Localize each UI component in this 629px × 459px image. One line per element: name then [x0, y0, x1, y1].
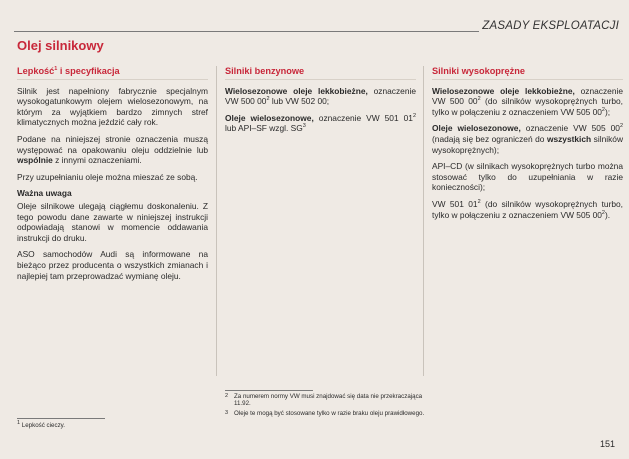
paragraph: Oleje silnikowe ulegają ciągłemu doskonaleniu. Z tego powodu dane zawarte w niniejszej instrukcji odpowiadają stanowi w momencie oddawania instrukcji do druku.	[17, 200, 208, 243]
column-viscosity	[17, 66, 208, 287]
paragraph: Silnik jest napełniony fabrycznie specjalnym wysokogatunkowym olejem wielosezonowym, na którym za wyjątkiem bardzo zimnych stref klimatycznych można jeździć cały rok.	[17, 85, 208, 128]
paragraph: Wielosezonowe oleje lekkobieżne, oznaczenie VW 500 $00^2$ (do silników wysokoprężnych turbo, tylko w połączeniu z oznaczeniem VW 505 $00^2$);	[432, 85, 624, 117]
viscosity-heading: Lepkość$^1$ i specyfikacja	[17, 66, 208, 80]
footnote	[225, 410, 430, 417]
important-note-heading: Ważna uwaga	[17, 188, 72, 199]
paragraph: Przy uzupełnianiu oleje można mieszać ze sobą.	[17, 171, 198, 182]
paragraph: Oleje wielosezonowe, oznaczenie VW 505 $00^2$ (nadają się bez ograniczeń do wszystkich silników wysokoprężnych);	[432, 123, 623, 155]
footnote	[225, 393, 430, 407]
footnote-text: Oleje te mogą być stosowane tylko w razie braku oleju prawidłowego.	[234, 410, 425, 418]
footnote-number: 2	[225, 393, 229, 399]
page-title: Olej silnikowy	[17, 38, 104, 53]
header-rule	[14, 31, 479, 32]
paragraph: VW 501 $01^2$ (do silników wysokoprężnych turbo, tylko w połączeniu z oznaczeniem VW 505 $00^2$).	[432, 198, 624, 220]
footnote-rule	[17, 418, 105, 419]
footnote-number: 1	[17, 419, 21, 426]
paragraph: Podane na niniejszej stronie oznaczenia muszą występować na opakowaniu oleju oddzielnie lub wspólnie z innymi oznaczeniami.	[17, 133, 208, 166]
column-divider	[423, 66, 424, 376]
paragraph: API–CD (w silnikach wysokoprężnych turbo można stosować tylko do uzupełniania w razie konieczności);	[432, 161, 623, 193]
paragraph: Wielosezonowe oleje lekkobieżne, oznaczenie VW 500 $00^2$ lub VW 502 00;	[225, 85, 416, 107]
petrol-engines-heading: Silniki benzynowe	[225, 66, 416, 80]
section-title: ZASADY EKSPLOATACJI	[482, 20, 619, 32]
diesel-engines-heading: Silniki wysokoprężne	[432, 66, 623, 80]
column-diesel-engines	[432, 66, 623, 226]
footnotes	[225, 393, 430, 421]
footnote-text: Za numerem normy VW musi znajdować się data nie przekraczająca 11.92.	[234, 393, 423, 408]
column-divider	[216, 66, 217, 376]
footnote	[17, 419, 66, 430]
column-petrol-engines	[225, 66, 416, 140]
footnote-text: Lepkość cieczy.	[21, 422, 66, 429]
paragraph: ASO samochodów Audi są informowane na bieżąco przez producenta o wszystkich zmianach i najlepiej tam przeprowadzać wymianę oleju.	[17, 249, 208, 281]
footnote-rule	[225, 390, 313, 391]
paragraph: Oleje wielosezonowe, oznaczenie VW 501 $01^2$ lub API–SF wzgl. $SG^3$	[225, 112, 416, 134]
page-number: 151	[599, 439, 615, 449]
footnote-number: 3	[225, 410, 229, 417]
